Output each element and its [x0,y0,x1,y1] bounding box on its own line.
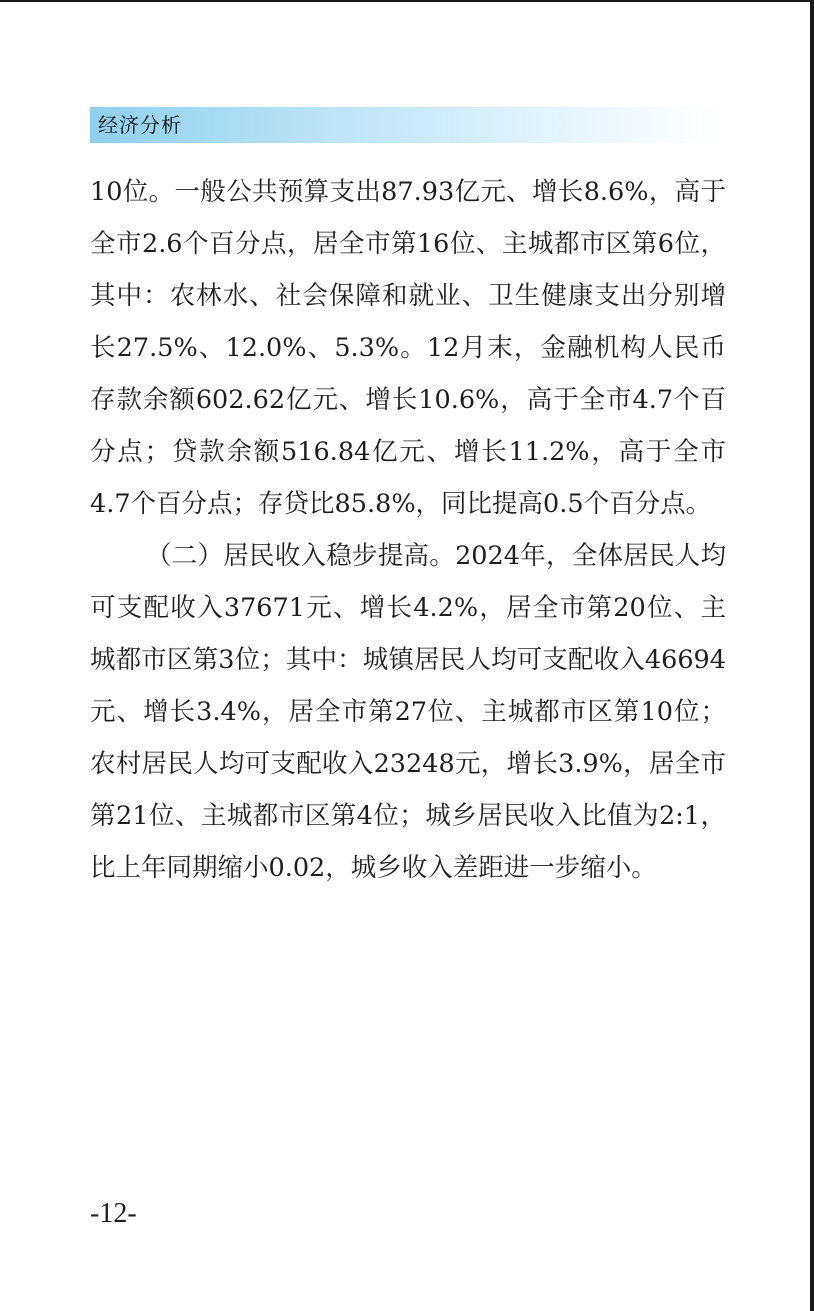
page-number: -12- [90,1198,137,1229]
paragraph-subheading: （二）居民收入稳步提高。 [146,541,456,571]
section-header-label: 经济分析 [98,113,182,137]
paragraph-continuation: 10位。一般公共预算支出87.93亿元、增长8.6%，高于全市2.6个百分点，居全市第16位、主城都市区第6位，其中：农林水、社会保障和就业、卫生健康支出分别增长27.5%、12.0%、5.3%。12月末，金融机构人民币存款余额602.62亿元、增长10.6%，高于全市4.7个百分点；贷款余额516.84亿元、增长11.2%，高于全市4.7个百分点；存贷比85.8%，同比提高0.5个百分点。 [90,177,726,519]
paragraph-body: 2024年，全体居民人均可支配收入37671元、增长4.2%，居全市第20位、主城都市区第3位；其中：城镇居民人均可支配收入46694元、增长3.4%，居全市第27位、主城都市区第10位；农村居民人均可支配收入23248元，增长3.9%，居全市第21位、主城都市区第4位；城乡居民收入比值为2:1，比上年同期缩小0.02，城乡收入差距进一步缩小。 [90,541,726,883]
body-text [90,166,726,894]
section-header-bar [90,107,720,143]
right-border-rule [810,0,814,1311]
paragraph-resident-income [90,530,726,894]
top-border-rule [0,0,810,2]
